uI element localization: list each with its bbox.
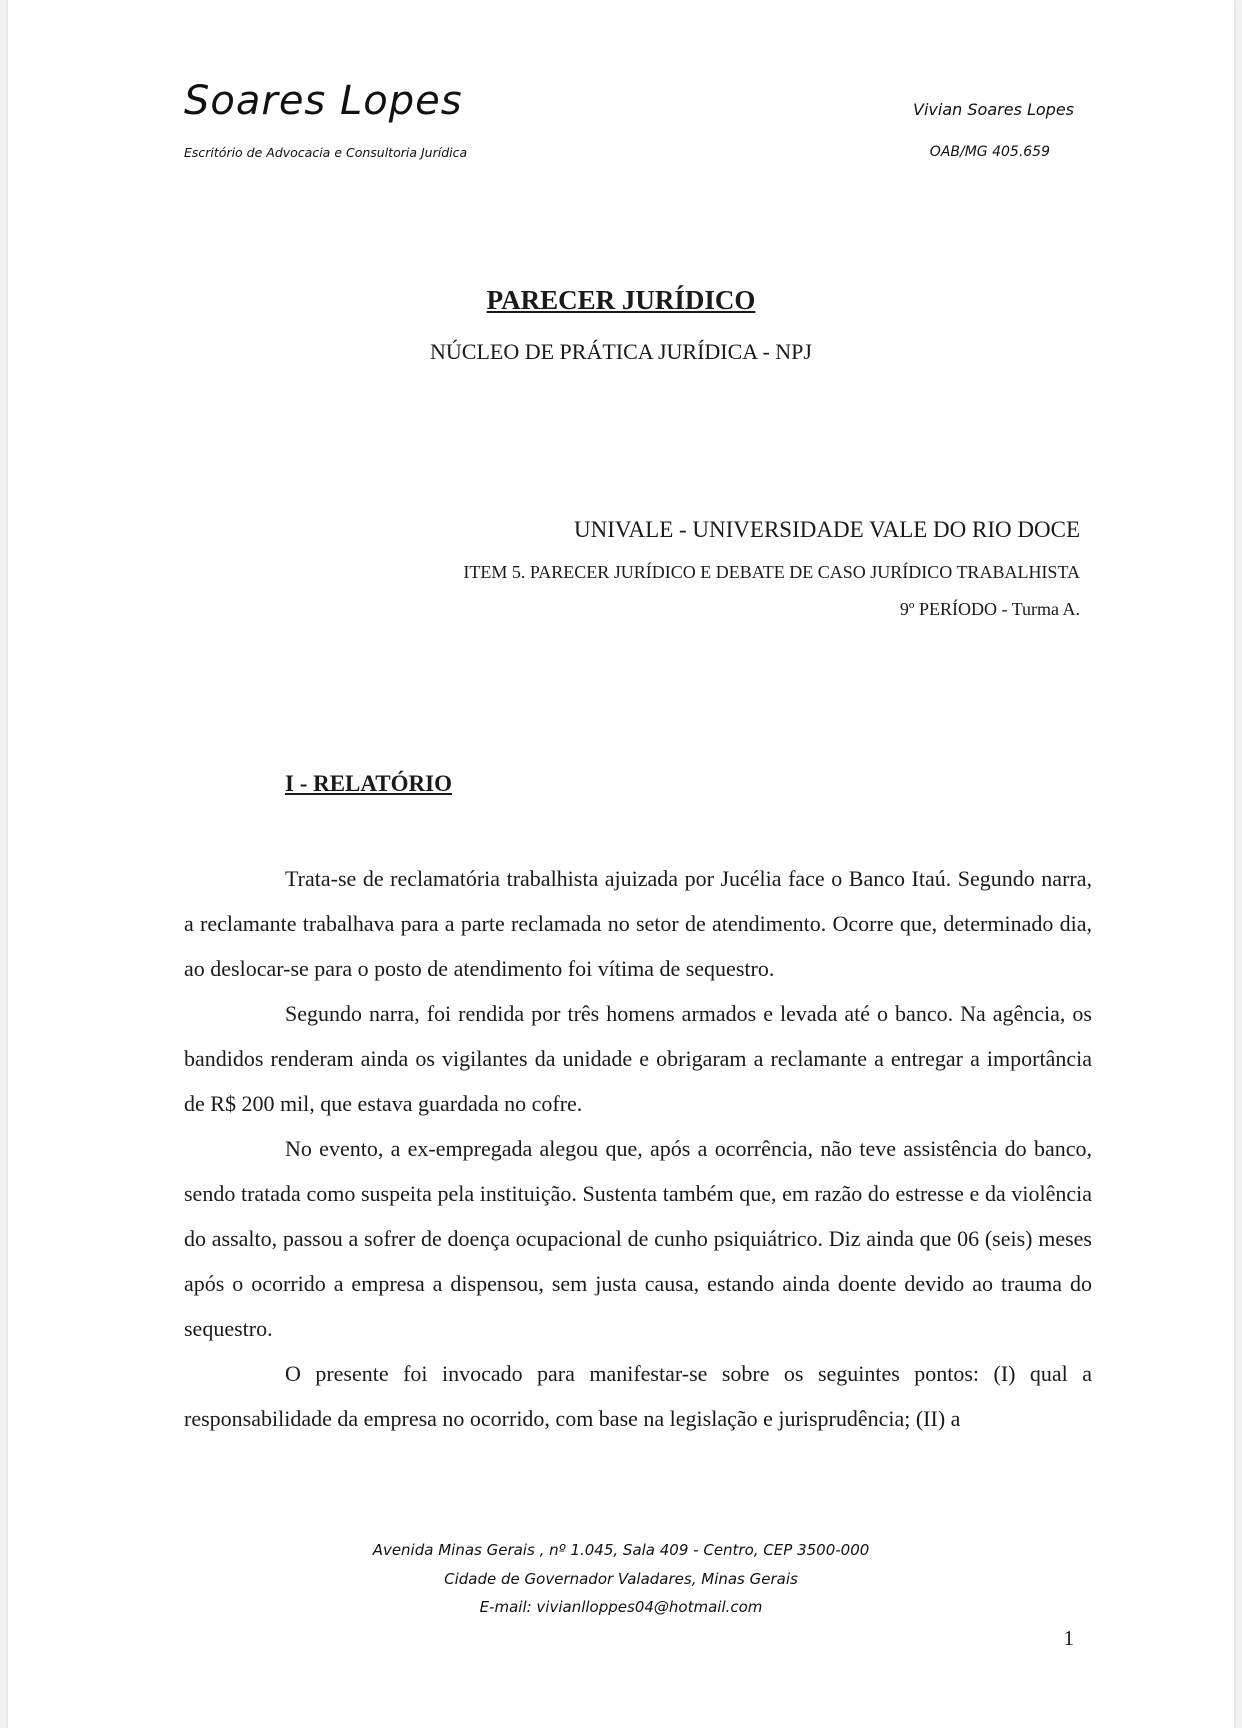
document-page [8,0,1234,1728]
brand-name: Soares Lopes [184,78,463,124]
brand-subtitle: Escritório de Advocacia e Consultoria Jurídica [184,145,468,160]
page-number: 1 [1063,1626,1074,1650]
university-name: UNIVALE - UNIVERSIDADE VALE DO RIO DOCE [574,517,1080,542]
paragraph: Segundo narra, foi rendida por três homens armados e levada até o banco. Na agência, os bandidos renderam ainda os vigilantes da unidade e obrigaram a reclamante a entregar a importância de R$ 200 mil, que estava guardada no cofre. [184,1001,1092,1116]
report-body [184,856,1092,1441]
paragraph: No evento, a ex-empregada alegou que, após a ocorrência, não teve assistência do banco, sendo tratada como suspeita pela instituição. Sustenta também que, em razão do estresse e da violência do assalto, passou a sofrer de doença ocupacional de cunho psiquiátrico. Diz ainda que 06 (seis) meses após o ocorrido a empresa a dispensou, sem justa causa, estando ainda doente devido ao trauma do sequestro. [184,1136,1092,1341]
paragraph: O presente foi invocado para manifestar-se sobre os seguintes pontos: (I) qual a responsabilidade da empresa no ocorrido, com base na legislação e jurisprudência; (II) a [184,1361,1092,1431]
class-period: 9º PERÍODO - Turma A. [899,599,1080,619]
lawyer-oab: OAB/MG 405.659 [929,144,1050,160]
footer-email: E-mail: vivianlloppes04@hotmail.com [479,1598,763,1616]
paragraph: Trata-se de reclamatória trabalhista ajuizada por Jucélia face o Banco Itaú. Segundo narra, a reclamante trabalhava para a parte reclamada no setor de atendimento. Ocorre que, determinado dia, ao deslocar-se para o posto de atendimento foi vítima de sequestro. [184,866,1092,981]
document-subtitle: NÚCLEO DE PRÁTICA JURÍDICA - NPJ [430,339,812,364]
assignment-item: ITEM 5. PARECER JURÍDICO E DEBATE DE CASO JURÍDICO TRABALHISTA [463,562,1080,582]
footer-city: Cidade de Governador Valadares, Minas Gerais [444,1570,798,1588]
document-title: PARECER JURÍDICO [486,285,756,315]
footer-address: Avenida Minas Gerais , nº 1.045, Sala 409 - Centro, CEP 3500-000 [372,1541,870,1559]
section-heading: I - RELATÓRIO [285,771,452,796]
lawyer-name: Vivian Soares Lopes [913,100,1074,119]
